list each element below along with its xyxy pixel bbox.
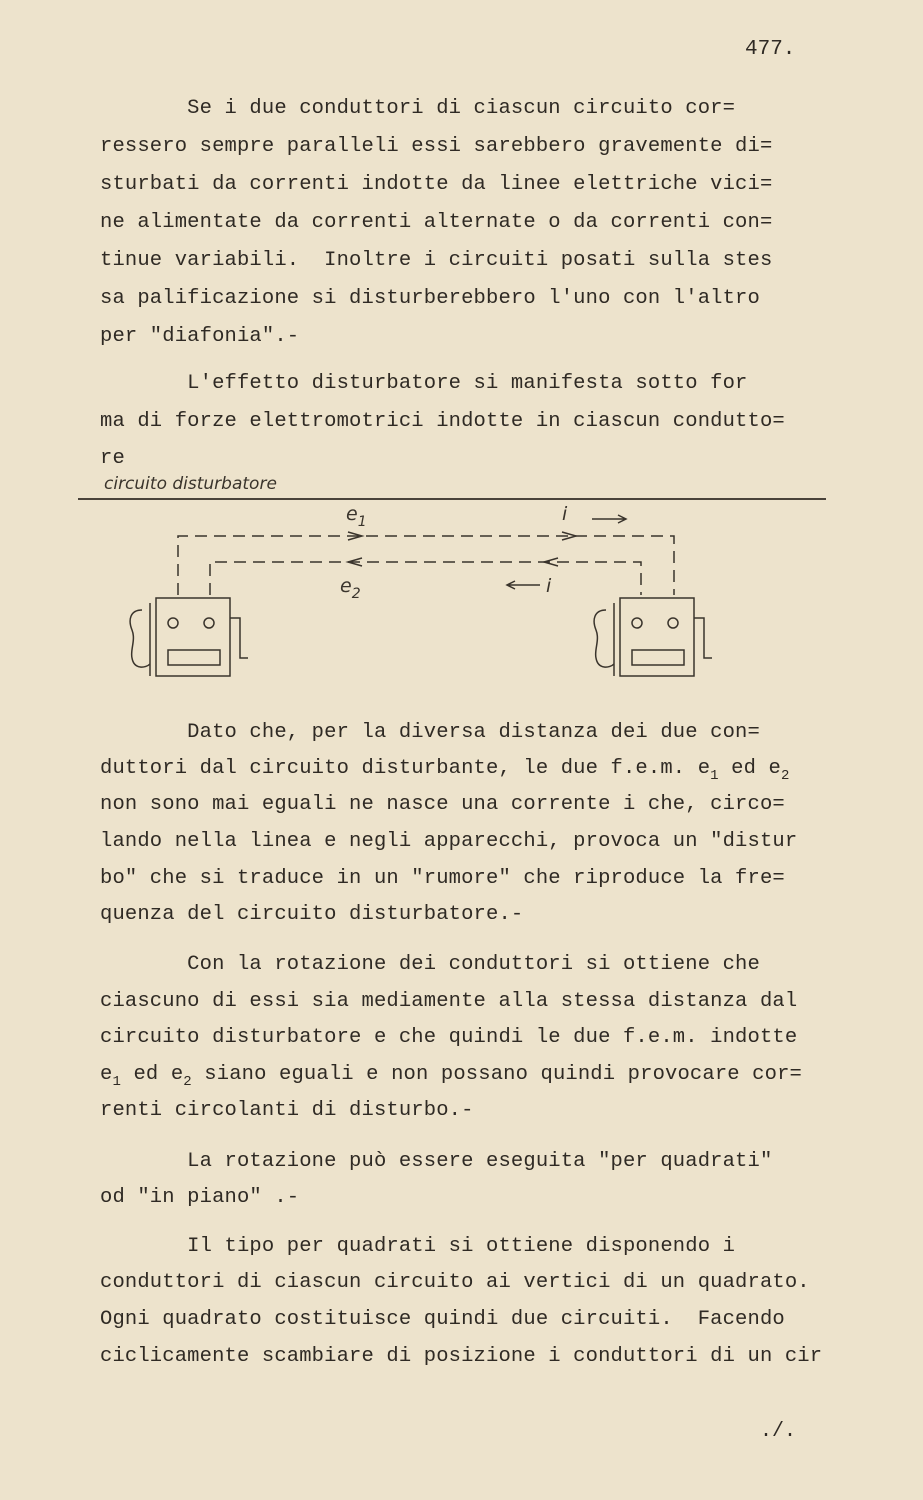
text-line: tinue variabili. Inoltre i circuiti posati sulla stes — [100, 249, 773, 272]
arrow-icon — [544, 558, 558, 566]
text-line: quenza del circuito disturbatore.- — [100, 903, 524, 926]
text-line: ne alimentate da correnti alternate o da correnti con= — [100, 211, 773, 234]
text-line: renti circolanti di disturbo.- — [100, 1099, 474, 1122]
text-line: Dato che, per la diversa distanza dei due con= — [100, 721, 760, 744]
text-line: conduttori di ciascun circuito ai vertici di un quadrato. — [100, 1271, 810, 1294]
text-line: L'effetto disturbatore si manifesta sotto for — [100, 372, 748, 395]
text-line: ciclicamente scambiare di posizione i conduttori di un cir — [100, 1345, 823, 1368]
text-line: bo" che si traduce in un "rumore" che riproduce la fre= — [100, 867, 785, 890]
text-line: $e_1$ ed $e_2$ siano eguali e non possano quindi provocare cor= — [100, 1063, 802, 1090]
text-line: per "diafonia".- — [100, 325, 300, 348]
continuation-mark: ./. — [760, 1420, 797, 1443]
text-line: ciascuno di essi sia mediamente alla stessa distanza dal — [100, 990, 798, 1013]
text-line: Se i due conduttori di ciascun circuito cor= — [100, 97, 736, 120]
text-line: re — [100, 447, 125, 470]
diagram-caption: circuito disturbatore — [104, 474, 277, 494]
conductor-2 — [210, 562, 641, 595]
text-line: ma di forze elettromotrici indotte in ciascun condutto= — [100, 410, 785, 433]
label-e2: $e_2$ — [340, 575, 361, 602]
current-arrow-bottom — [507, 581, 540, 589]
label-i-bottom: i — [546, 575, 552, 597]
text-line: sa palificazione si disturberebbero l'uno con l'altro — [100, 287, 760, 310]
text-line: Ogni quadrato costituisce quindi due circuiti. Facendo — [100, 1308, 785, 1331]
text-line: sturbati da correnti indotte da linee elettriche vici= — [100, 173, 773, 196]
text-line: duttori dal circuito disturbante, le due f.e.m. $e_1$ ed $e_2$ — [100, 757, 790, 784]
text-line: lando nella linea e negli apparecchi, provoca un "distur — [100, 830, 798, 853]
telephone-left — [130, 598, 248, 676]
text-line: La rotazione può essere eseguita "per quadrati" — [100, 1150, 773, 1173]
telephone-right — [594, 598, 712, 676]
text-line: Il tipo per quadrati si ottiene disponendo i — [100, 1235, 736, 1258]
text-line: circuito disturbatore e che quindi le due f.e.m. indotte — [100, 1026, 798, 1049]
text-line: od "in piano" .- — [100, 1186, 300, 1209]
conductor-1 — [178, 536, 674, 595]
label-e1: $e_1$ — [346, 503, 367, 530]
text-line: Con la rotazione dei conduttori si ottiene che — [100, 953, 760, 976]
current-arrow-top — [592, 515, 626, 523]
text-line: non sono mai eguali ne nasce una corrente i che, circo= — [100, 793, 785, 816]
page-number: 477. — [745, 38, 796, 61]
circuit-diagram — [100, 500, 740, 690]
label-i-top: i — [562, 503, 568, 525]
text-line: ressero sempre paralleli essi sarebbero gravemente di= — [100, 135, 773, 158]
